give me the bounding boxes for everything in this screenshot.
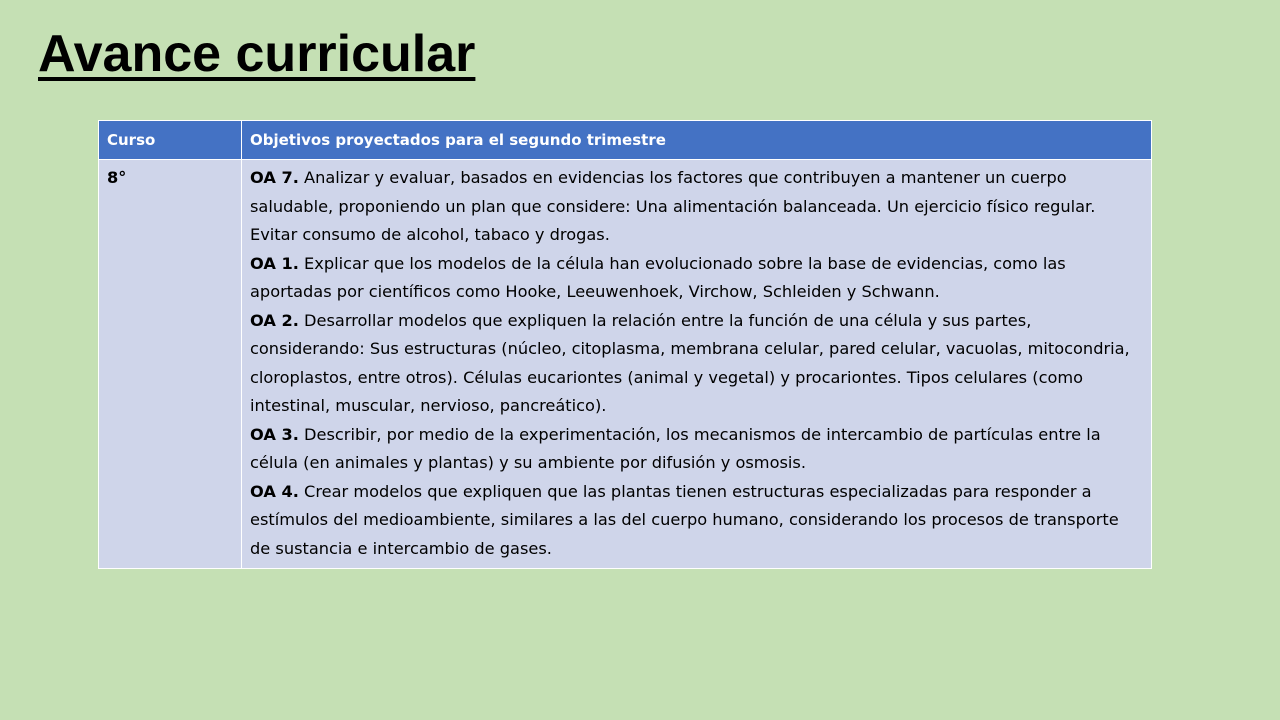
page-title: Avance curricular <box>38 25 476 83</box>
objectives-cell <box>242 160 1152 569</box>
curso-cell: 8° <box>99 160 242 569</box>
objective-text: Describir, por medio de la experimentación, los mecanismos de intercambio de partículas entre la célula (en animales y plantas) y su ambiente por difusión y osmosis. <box>250 424 1101 472</box>
header-objetivos: Objetivos proyectados para el segundo trimestre <box>242 121 1152 160</box>
curriculum-table <box>98 120 1152 569</box>
objective-text: Desarrollar modelos que expliquen la relación entre la función de una célula y sus partes, considerando: Sus estructuras (núcleo, citoplasma, membrana celular, pared celular, vacuolas, mitocondria, cloroplastos, entre otros). Células eucariontes (animal y vegetal) y procariontes. Tipos celulares (como intestinal, muscular, nervioso, pancreático). <box>250 310 1130 415</box>
objective-code: OA 1. <box>250 253 299 273</box>
objective-text: Explicar que los modelos de la célula han evolucionado sobre la base de evidencias, como las aportadas por científicos como Hooke, Leeuwenhoek, Virchow, Schleiden y Schwann. <box>250 253 1066 301</box>
table-row <box>99 160 1152 569</box>
table-header-row <box>99 121 1152 160</box>
objective-code: OA 3. <box>250 424 299 444</box>
objective-item <box>250 421 1143 478</box>
objective-text: Crear modelos que expliquen que las plantas tienen estructuras especializadas para responder a estímulos del medioambiente, similares a las del cuerpo humano, considerando los procesos de transporte de sustancia e intercambio de gases. <box>250 481 1119 558</box>
objective-code: OA 2. <box>250 310 299 330</box>
objective-item <box>250 164 1143 250</box>
objective-text: Analizar y evaluar, basados en evidencias los factores que contribuyen a mantener un cuerpo saludable, proponiendo un plan que considere: Una alimentación balanceada. Un ejercicio físico regular. Evitar consumo de alcohol, tabaco y drogas. <box>250 168 1096 244</box>
header-curso: Curso <box>99 121 242 160</box>
objective-item <box>250 250 1143 307</box>
objective-code: OA 7. <box>250 168 299 187</box>
objective-item <box>250 478 1143 564</box>
objective-item <box>250 307 1143 421</box>
objective-code: OA 4. <box>250 481 299 501</box>
